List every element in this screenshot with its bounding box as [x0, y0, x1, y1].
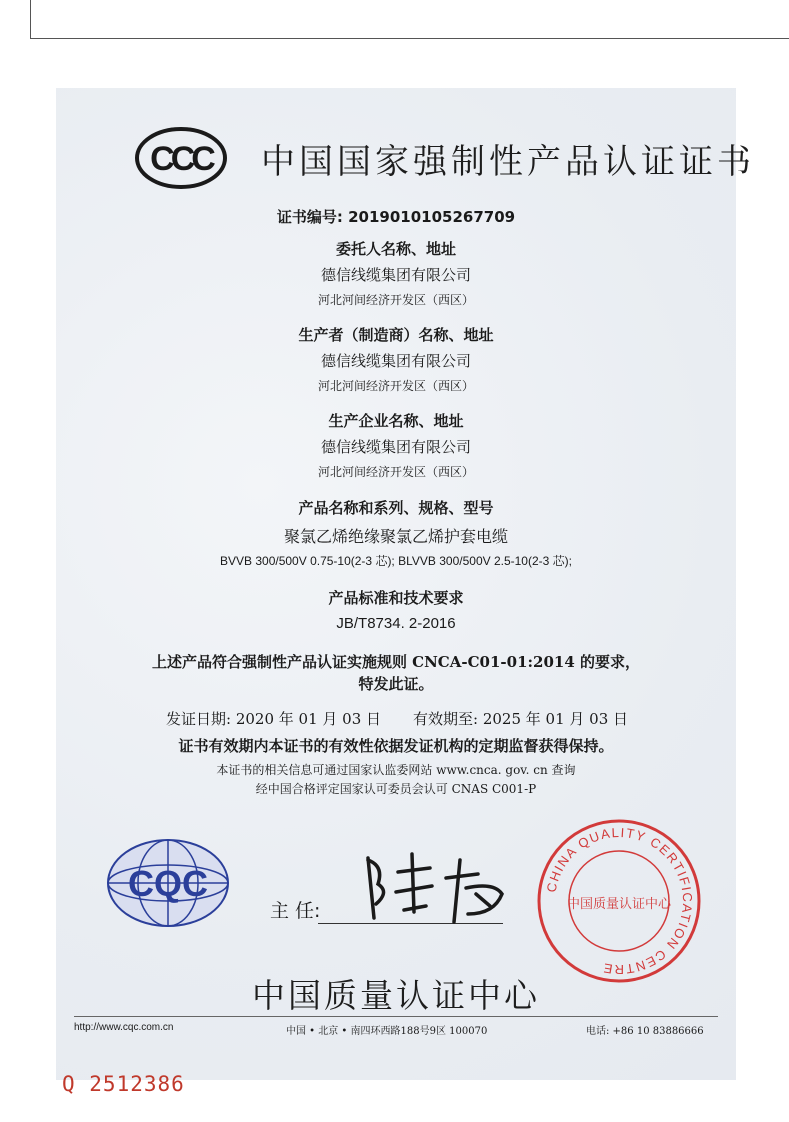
factory-address: 河北河间经济开发区（西区）: [317, 465, 474, 479]
expiry-date: 有效期至: 2025 年 01 月 03 日: [413, 710, 629, 728]
manufacturer-address: 河北河间经济开发区（西区）: [317, 379, 474, 393]
ccc-logo-text: CCC: [150, 140, 212, 178]
certificate: [56, 88, 755, 1080]
info-line1: 本证书的相关信息可通过国家认监委网站 www.cnca. gov. cn 查询: [216, 763, 576, 777]
factory-heading: 生产企业名称、地址: [328, 412, 464, 430]
issuing-organization: 中国质量认证中心: [252, 976, 540, 1015]
client-heading: 委托人名称、地址: [335, 240, 456, 258]
standard-heading: 产品标准和技术要求: [328, 589, 464, 607]
footer-website: http://www.cqc.com.cn: [74, 1022, 174, 1033]
footer-divider: [74, 1016, 718, 1017]
info-line2: 经中国合格评定国家认可委员会认可 CNAS C001-P: [255, 782, 537, 796]
seal-ring-text: CHINA QUALITY CERTIFICATION CENTRE: [543, 824, 696, 978]
director-label: 主 任:: [270, 900, 321, 922]
certificate-number: 证书编号: 2019010105267709: [276, 208, 516, 226]
official-seal: [534, 816, 704, 986]
product-name: 聚氯乙烯绝缘聚氯乙烯护套电缆: [283, 527, 508, 546]
issue-date: 发证日期: 2020 年 01 月 03 日: [166, 710, 382, 728]
corner-line-vertical: [30, 0, 31, 39]
product-heading: 产品名称和系列、规格、型号: [298, 499, 494, 517]
serial-number: Q 2512386: [62, 1072, 185, 1096]
corner-line-horizontal: [30, 38, 789, 39]
certificate-title: 中国国家强制性产品认证证书: [261, 142, 755, 182]
cqc-logo: [104, 836, 232, 930]
manufacturer-name: 德信线缆集团有限公司: [320, 352, 471, 370]
standard-value: JB/T8734. 2-2016: [336, 615, 456, 632]
director-signature: [354, 848, 514, 928]
factory-name: 德信线缆集团有限公司: [320, 438, 471, 456]
product-models: BVVB 300/500V 0.75-10(2-3 芯); BLVVB 300/500V 2.5-10(2-3 芯);: [220, 554, 572, 568]
manufacturer-heading: 生产者（制造商）名称、地址: [298, 326, 494, 344]
footer-phone: 电话: +86 10 83886666: [586, 1026, 704, 1037]
statement-line1: 上述产品符合强制性产品认证实施规则 CNCA-C01-01:2014 的要求，: [151, 653, 641, 671]
client-address: 河北河间经济开发区（西区）: [317, 293, 474, 307]
validity-note: 证书有效期内本证书的有效性依据发证机构的定期监督获得保持。: [178, 737, 614, 755]
client-name: 德信线缆集团有限公司: [320, 266, 471, 284]
footer-address: 中国 • 北京 • 南四环西路188号9区 100070: [286, 1026, 488, 1037]
statement-line2: 特发此证。: [358, 675, 434, 693]
ccc-logo: [134, 126, 228, 190]
seal-inner-text: 中国质量认证中心: [566, 897, 672, 912]
cqc-logo-text: CQC: [128, 863, 208, 904]
